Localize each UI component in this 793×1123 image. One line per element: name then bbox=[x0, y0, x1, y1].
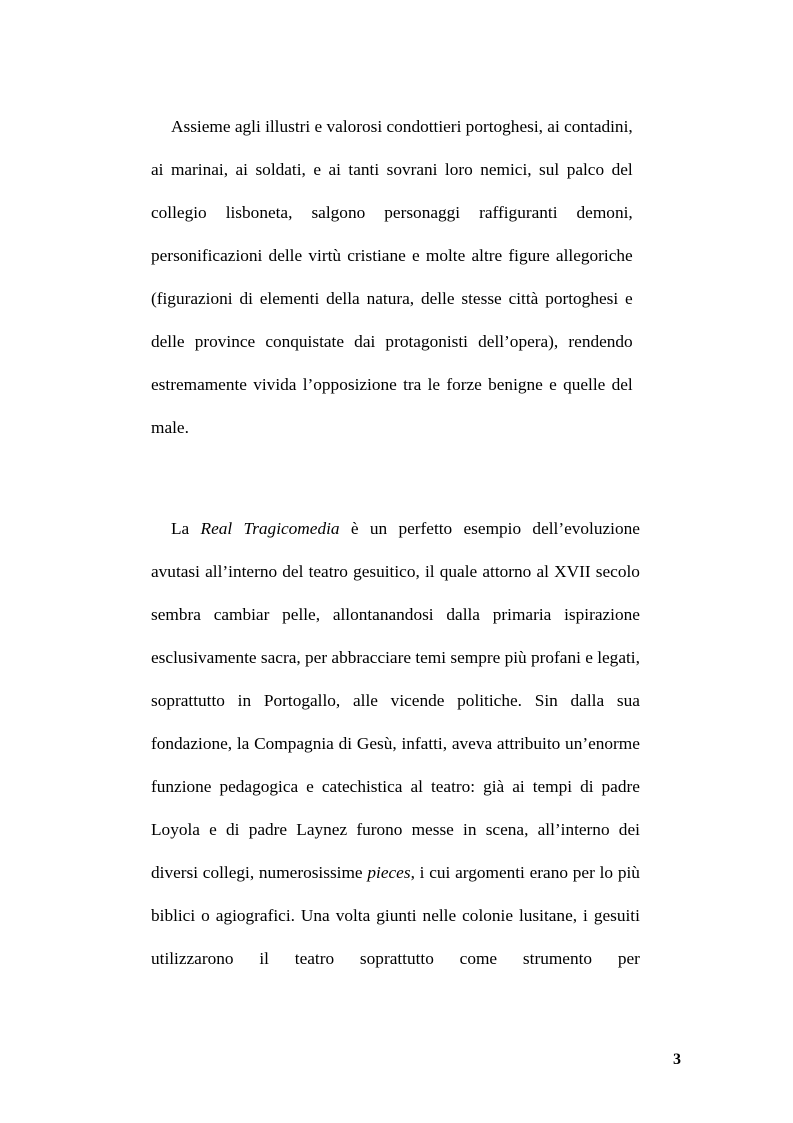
paragraph-1 bbox=[151, 105, 633, 449]
italic-term: pieces bbox=[367, 863, 411, 882]
text-line: Loyola e di padre Laynez furono messe in scena, all’interno dei bbox=[151, 820, 640, 839]
text-line: fondazione, la Compagnia di Gesù, infatti, aveva attribuito un’enorme bbox=[151, 734, 640, 753]
text-line: collegio lisboneta, salgono personaggi raffiguranti demoni, bbox=[151, 203, 633, 222]
text-line: ai marinai, ai soldati, e ai tanti sovrani loro nemici, sul palco del bbox=[151, 160, 633, 179]
text-line: estremamente vivida l’opposizione tra le forze benigne e quelle del bbox=[151, 375, 633, 394]
italic-title: Real Tragicomedia bbox=[200, 519, 340, 538]
text-fragment: , i cui argomenti erano per lo più bbox=[410, 863, 640, 882]
text-line bbox=[151, 507, 640, 550]
paragraph-2 bbox=[151, 507, 640, 980]
text-line: Assieme agli illustri e valorosi condottieri portoghesi, ai contadini, bbox=[171, 117, 633, 136]
text-fragment: diversi collegi, numerosissime bbox=[151, 863, 368, 882]
text-line: delle province conquistate dai protagonisti dell’opera), rendendo bbox=[151, 332, 633, 351]
text-line: esclusivamente sacra, per abbracciare temi sempre più profani e legati, bbox=[151, 648, 640, 667]
text-line: biblici o agiografici. Una volta giunti nelle colonie lusitane, i gesuiti bbox=[151, 906, 640, 925]
text-line: personificazioni delle virtù cristiane e molte altre figure allegoriche bbox=[151, 246, 633, 265]
text-line: utilizzarono il teatro soprattutto come strumento per bbox=[151, 949, 640, 968]
text-line: avutasi all’interno del teatro gesuitico, il quale attorno al XVII secolo bbox=[151, 562, 640, 581]
text-line: male. bbox=[151, 418, 189, 437]
page-number: 3 bbox=[673, 1051, 681, 1068]
text-line: (figurazioni di elementi della natura, delle stesse città portoghesi e bbox=[151, 289, 633, 308]
text-fragment: è un perfetto esempio dell’evoluzione bbox=[339, 519, 640, 538]
text-line: funzione pedagogica e catechistica al teatro: già ai tempi di padre bbox=[151, 777, 640, 796]
text-line: sembra cambiar pelle, allontanandosi dalla primaria ispirazione bbox=[151, 605, 640, 624]
text-fragment: La bbox=[171, 519, 201, 538]
text-line: soprattutto in Portogallo, alle vicende politiche. Sin dalla sua bbox=[151, 691, 640, 710]
text-line bbox=[151, 851, 640, 894]
